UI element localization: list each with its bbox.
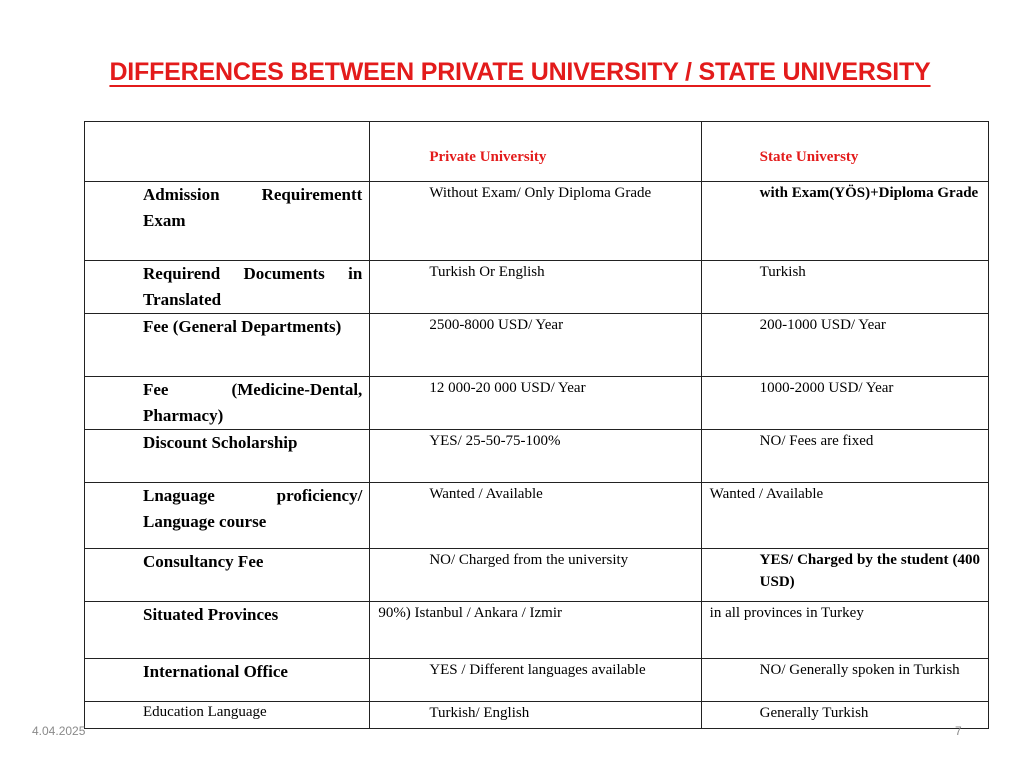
header-state-university: State Universty (701, 122, 988, 182)
header-private-university: Private University (370, 122, 701, 182)
row-private-fee-medicine: 12 000-20 000 USD/ Year (370, 377, 701, 430)
table-row (85, 602, 989, 659)
row-label-fee-general: Fee (General Departments) (85, 314, 370, 377)
row-label-fee-medicine: Fee (Medicine-Dental, Pharmacy) (85, 377, 370, 430)
slide-page-number: 7 (955, 724, 962, 738)
row-state-language: Wanted / Available (701, 483, 988, 549)
row-private-language: Wanted / Available (370, 483, 701, 549)
row-private-documents: Turkish Or English (370, 261, 701, 314)
row-state-fee-medicine: 1000-2000 USD/ Year (701, 377, 988, 430)
table-row (85, 659, 989, 702)
row-label-admission: Admission Requirementt Exam (85, 182, 370, 261)
row-label-provinces: Situated Provinces (85, 602, 370, 659)
comparison-table (84, 121, 989, 729)
row-private-education-language: Turkish/ English (370, 702, 701, 729)
row-private-provinces: 90%) Istanbul / Ankara / Izmir (370, 602, 701, 659)
row-label-language: Lnaguage proficiency/ Language course (85, 483, 370, 549)
row-label-international-office: International Office (85, 659, 370, 702)
table-row (85, 483, 989, 549)
row-label-scholarship: Discount Scholarship (85, 430, 370, 483)
row-label-consultancy: Consultancy Fee (85, 549, 370, 602)
row-state-consultancy: YES/ Charged by the student (400 USD) (701, 549, 988, 602)
table-row (85, 702, 989, 729)
row-state-scholarship: NO/ Fees are fixed (701, 430, 988, 483)
row-state-fee-general: 200-1000 USD/ Year (701, 314, 988, 377)
table-row (85, 182, 989, 261)
slide-date: 4.04.2025 (32, 724, 86, 738)
row-state-provinces: in all provinces in Turkey (701, 602, 988, 659)
table-row (85, 314, 989, 377)
row-private-fee-general: 2500-8000 USD/ Year (370, 314, 701, 377)
table-row (85, 549, 989, 602)
table-header-row (85, 122, 989, 182)
slide-title: DIFFERENCES BETWEEN PRIVATE UNIVERSITY / STATE UNIVERSITY (109, 58, 931, 86)
table-row (85, 377, 989, 430)
row-private-international-office: YES / Different languages available (370, 659, 701, 702)
header-empty-cell (85, 122, 370, 182)
row-label-education-language: Education Language (85, 702, 370, 729)
row-state-documents: Turkish (701, 261, 988, 314)
table-row (85, 261, 989, 314)
table-row (85, 430, 989, 483)
row-private-consultancy: NO/ Charged from the university (370, 549, 701, 602)
row-state-admission: with Exam(YÖS)+Diploma Grade (701, 182, 988, 261)
row-private-scholarship: YES/ 25-50-75-100% (370, 430, 701, 483)
row-label-documents: Requirend Documents in Translated (85, 261, 370, 314)
row-private-admission: Without Exam/ Only Diploma Grade (370, 182, 701, 261)
row-state-education-language: Generally Turkish (701, 702, 988, 729)
row-state-international-office: NO/ Generally spoken in Turkish (701, 659, 988, 702)
